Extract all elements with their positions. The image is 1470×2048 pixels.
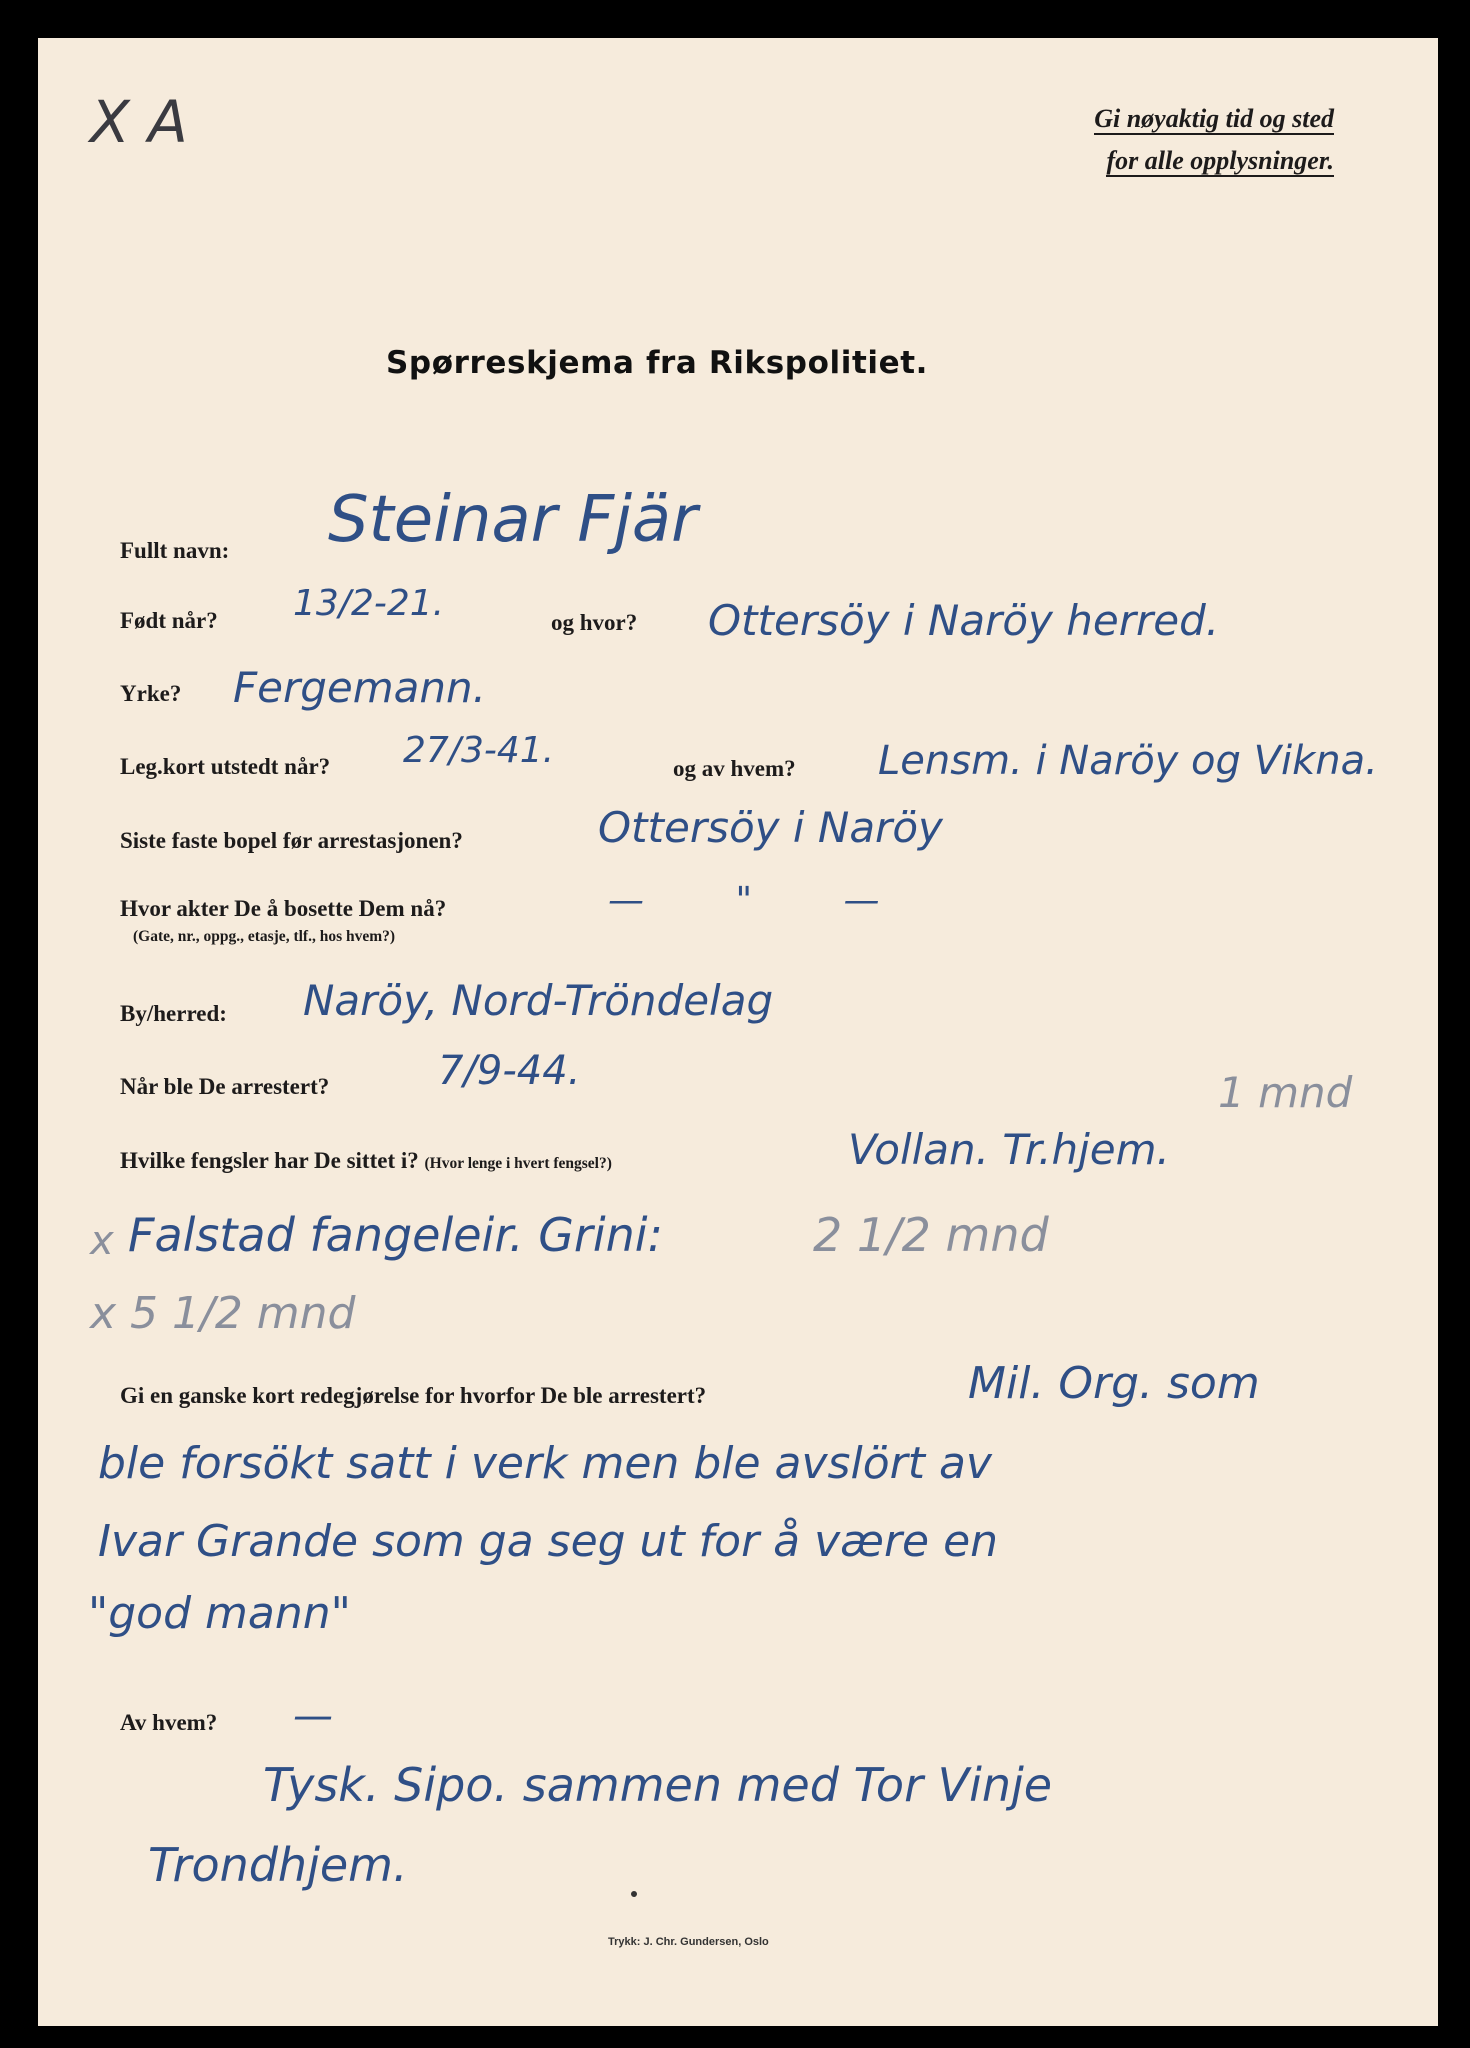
printer-footer: Trykk: J. Chr. Gundersen, Oslo: [608, 1936, 769, 1948]
by-whom-label: Av hvem?: [120, 1710, 218, 1735]
prisons-gray-note-1: 1 mnd: [1218, 1068, 1353, 1117]
settle-now-value: — " —: [608, 880, 920, 921]
full-name-value: Steinar Fjär: [328, 483, 698, 557]
prisons-gray-note-2: 2 1/2 mnd: [813, 1208, 1049, 1262]
by-whom-value-line-2: Trondhjem.: [148, 1838, 408, 1892]
reason-label: Gi en ganske kort redegjørelse for hvorfor De ble arrestert?: [120, 1383, 707, 1408]
occupation-value: Fergemann.: [233, 663, 487, 712]
prisons-label-main: Hvilke fengsler har De sittet i?: [120, 1148, 419, 1173]
last-residence-value: Ottersöy i Naröy: [598, 803, 943, 852]
prisons-value-line-1: Vollan. Tr.hjem.: [848, 1125, 1170, 1174]
form-page: [38, 38, 1438, 2026]
settle-now-sublabel: (Gate, nr., oppg., etasje, tlf., hos hvem?): [133, 928, 396, 945]
by-whom-value-line-1: Tysk. Sipo. sammen med Tor Vinje: [263, 1758, 1053, 1812]
last-residence-label: Siste faste bopel før arrestasjonen?: [120, 828, 463, 853]
prisons-label: [120, 1148, 612, 1174]
id-issued-by-label: og av hvem?: [673, 756, 796, 781]
id-issued-by-value: Lensm. i Naröy og Vikna.: [878, 738, 1378, 784]
reason-value-line-4: "god mann": [88, 1588, 351, 1639]
arrested-when-label: Når ble De arrestert?: [120, 1074, 330, 1099]
by-whom-dash: —: [293, 1693, 333, 1739]
reason-value-line-2: ble forsökt satt i verk men ble avslört av: [98, 1438, 992, 1489]
born-when-value: 13/2-21.: [293, 583, 445, 624]
reason-value-line-1: Mil. Org. som: [968, 1358, 1260, 1409]
ink-dot: [631, 1891, 637, 1897]
town-label: By/herred:: [120, 1001, 227, 1026]
reason-value-line-3: Ivar Grande som ga seg ut for å være en: [98, 1516, 999, 1567]
born-where-value: Ottersöy i Naröy herred.: [708, 596, 1220, 645]
born-when-label: Født når?: [120, 608, 218, 633]
corner-mark: X A: [90, 88, 188, 156]
arrested-when-value: 7/9-44.: [438, 1048, 581, 1094]
prisons-value-line-2: Falstad fangeleir. Grini:: [128, 1208, 664, 1262]
prisons-sublabel: (Hvor lenge i hvert fengsel?): [424, 1155, 612, 1172]
prisons-gray-note-3: x 5 1/2 mnd: [90, 1288, 356, 1339]
full-name-label: Fullt navn:: [120, 538, 230, 563]
notice-box: [1094, 98, 1334, 182]
town-value: Naröy, Nord-Tröndelag: [303, 976, 774, 1025]
settle-now-label: Hvor akter De å bosette Dem nå?: [120, 896, 447, 921]
notice-line-2: for alle opplysninger.: [1106, 146, 1334, 175]
notice-line-1: Gi nøyaktig tid og sted: [1094, 104, 1334, 133]
id-issued-when-label: Leg.kort utstedt når?: [120, 754, 331, 779]
form-title: Spørreskjema fra Rikspolitiet.: [386, 345, 929, 381]
occupation-label: Yrke?: [120, 681, 182, 706]
id-issued-when-value: 27/3-41.: [403, 730, 555, 771]
prisons-gray-x: x: [90, 1218, 114, 1264]
born-where-label: og hvor?: [551, 610, 638, 635]
